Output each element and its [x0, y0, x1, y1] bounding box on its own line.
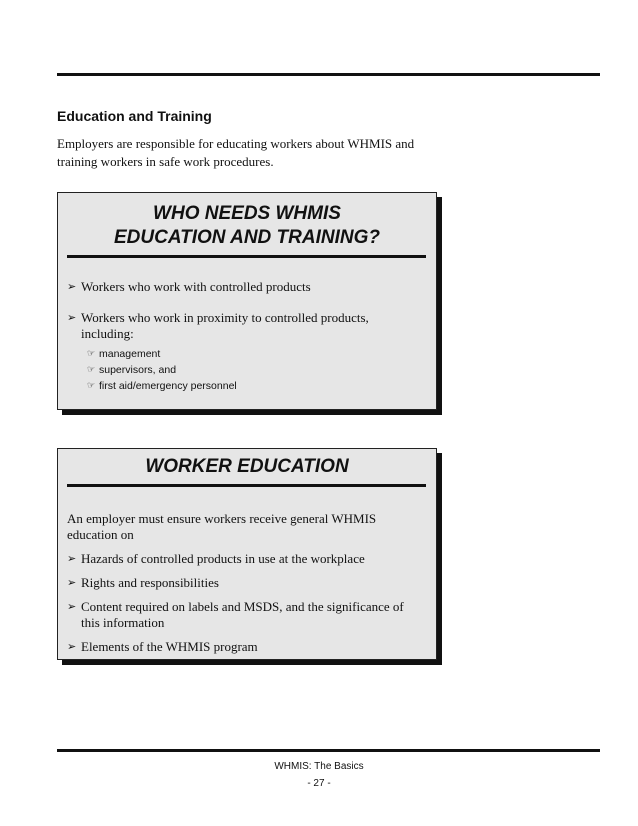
section-heading: Education and Training: [57, 108, 212, 124]
sub-list-item: [87, 346, 424, 362]
box-title: WORKER EDUCATION: [145, 456, 349, 477]
arrowhead-icon: ➢: [67, 552, 77, 565]
list-item-text: Hazards of controlled products in use at the workplace: [81, 551, 365, 566]
sub-list-item: [87, 378, 424, 394]
arrowhead-icon: ➢: [67, 640, 77, 653]
arrowhead-icon: ➢: [67, 280, 77, 293]
box-title: [58, 193, 436, 250]
arrowhead-icon: ➢: [67, 600, 77, 613]
sub-list-item-text: management: [99, 348, 161, 360]
list-item: [67, 599, 424, 631]
list-item: [67, 575, 424, 591]
sub-list-item-text: first aid/emergency personnel: [99, 380, 237, 392]
sub-list-item-text: supervisors, and: [99, 364, 177, 376]
list-item: [67, 310, 424, 394]
title-rule: [67, 484, 426, 487]
list-item-text: Elements of the WHMIS program: [81, 639, 258, 654]
list-item: [67, 551, 424, 567]
pointing-hand-icon: ☞: [87, 365, 96, 375]
list-item: [67, 279, 424, 295]
box-title-line-1: WHO NEEDS WHMIS: [153, 203, 341, 224]
header-rule: [57, 73, 600, 76]
pointing-hand-icon: ☞: [87, 381, 96, 391]
intro-paragraph: Employers are responsible for educating workers about WHMIS and training workers in safe work procedures.: [57, 136, 415, 169]
list-item-text: Workers who work with controlled products: [81, 279, 311, 294]
list-item-text: Content required on labels and MSDS, and the significance of this information: [81, 599, 404, 630]
bullet-list: [58, 279, 436, 394]
pointing-hand-icon: ☞: [87, 349, 96, 359]
list-item-text: Workers who work in proximity to controlled products, including:: [81, 310, 369, 341]
bullet-list: [58, 551, 436, 655]
box-title-line-2: EDUCATION AND TRAINING?: [114, 227, 380, 248]
footer-rule: [57, 749, 600, 752]
arrowhead-icon: ➢: [67, 311, 77, 324]
sub-list: [81, 346, 424, 394]
who-needs-training-box: [57, 192, 437, 410]
worker-education-box: [57, 448, 437, 660]
list-item-text: Rights and responsibilities: [81, 575, 219, 590]
footer-title: WHMIS: The Basics: [274, 761, 364, 772]
title-rule: [67, 255, 426, 258]
sub-list-item: [87, 362, 424, 378]
list-item: [67, 639, 424, 655]
page-number: - 27 -: [307, 778, 331, 789]
lead-paragraph: An employer must ensure workers receive general WHMIS education on: [67, 511, 377, 542]
arrowhead-icon: ➢: [67, 576, 77, 589]
